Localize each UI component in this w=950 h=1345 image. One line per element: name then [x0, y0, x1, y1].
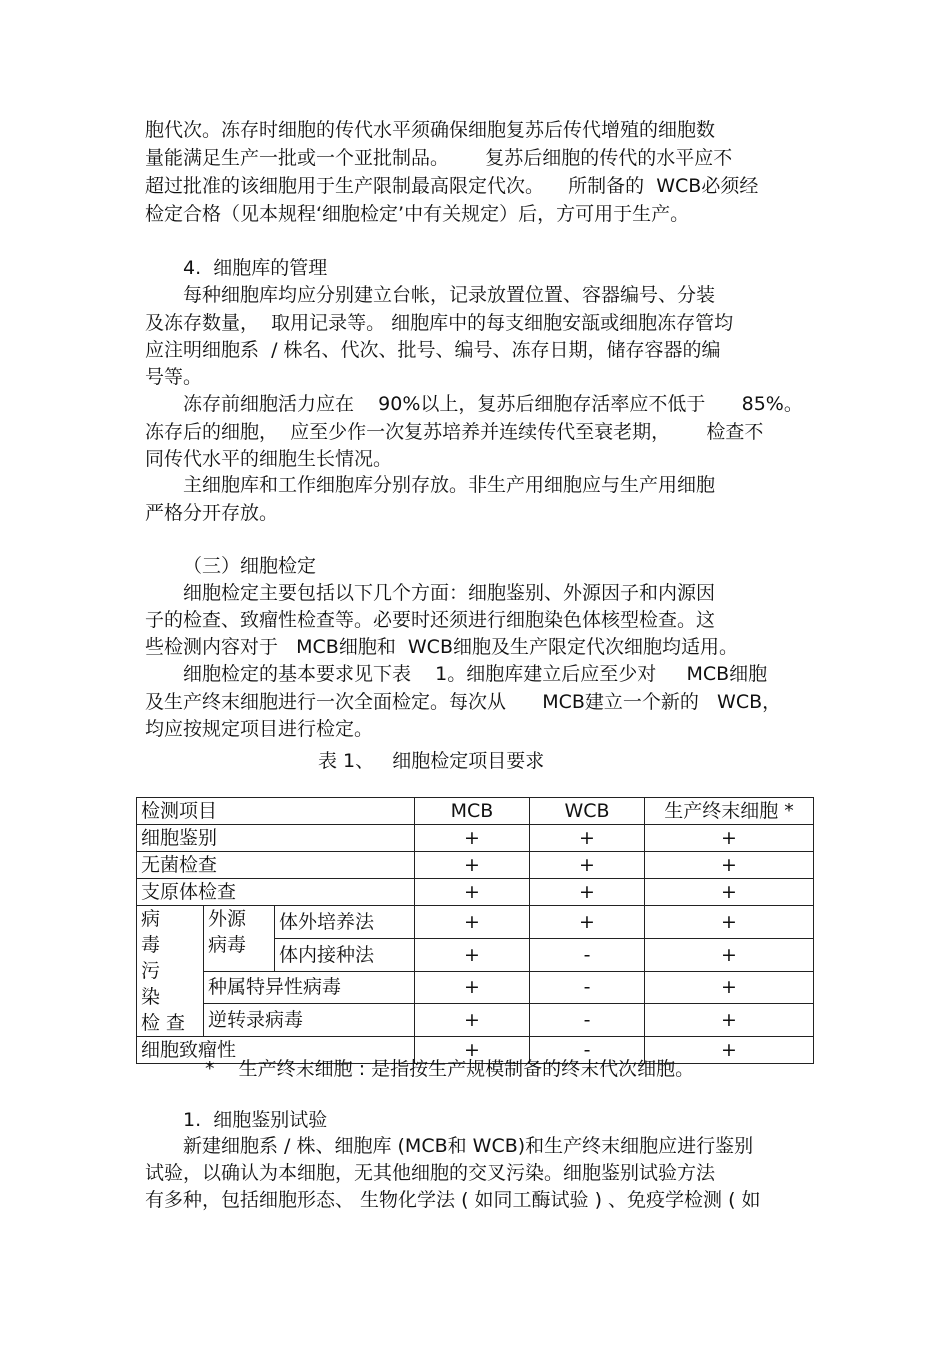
cell-value: - — [530, 1037, 645, 1064]
cell-value: - — [530, 938, 645, 971]
cell-value: + — [645, 938, 814, 971]
table-row — [137, 971, 814, 1004]
cell-value: + — [530, 879, 645, 906]
exogenous-label-line: 外源 — [208, 908, 247, 930]
table-row — [137, 906, 814, 939]
header-test-item: 检测项目 — [137, 798, 415, 825]
table-row — [137, 825, 814, 852]
paragraph-line: 及冻存数量， 取用记录等。 细胞库中的每支细胞安瓿或细胞冻存管均 — [145, 312, 734, 334]
table-row — [137, 879, 814, 906]
cell-value: + — [415, 906, 530, 939]
cell-value: + — [645, 825, 814, 852]
cell-value: + — [530, 852, 645, 879]
table-row — [137, 852, 814, 879]
section-heading: 4. 细胞库的管理 — [183, 257, 328, 279]
header-end-of-production: 生产终末细胞 * — [645, 798, 814, 825]
row-label: 种属特异性病毒 — [204, 971, 415, 1004]
paragraph-line: 每种细胞库均应分别建立台帐，记录放置位置、容器编号、分装 — [183, 284, 716, 306]
paragraph-line: 号等。 — [145, 366, 203, 388]
cell-value: + — [415, 971, 530, 1004]
row-label: 细胞致瘤性 — [137, 1037, 415, 1064]
paragraph-line: 主细胞库和工作细胞库分别存放。非生产用细胞应与生产用细胞 — [183, 474, 716, 496]
paragraph-line: 冻存前细胞活力应在 90%以上，复苏后细胞存活率应不低于 85%。 — [183, 393, 803, 415]
paragraph-line: 应注明细胞系 / 株名、代次、批号、编号、冻存日期，储存容器的编 — [145, 339, 721, 361]
paragraph-line: 试验，以确认为本细胞，无其他细胞的交叉污染。细胞鉴别试验方法 — [145, 1162, 716, 1184]
paragraph-line: 冻存后的细胞， 应至少作一次复苏培养并连续传代至衰老期， 检查不 — [145, 421, 764, 443]
cell-value: + — [645, 1004, 814, 1037]
cell-value: + — [415, 1004, 530, 1037]
cell-value: + — [645, 879, 814, 906]
cell-value: + — [415, 1037, 530, 1064]
paragraph-line: 子的检查、致瘤性检查等。必要时还须进行细胞染色体核型检查。这 — [145, 609, 716, 631]
cell-value: + — [415, 852, 530, 879]
cell-value: + — [415, 938, 530, 971]
header-wcb: WCB — [530, 798, 645, 825]
virus-label-line: 检查 — [141, 1012, 192, 1034]
row-label: 细胞鉴别 — [137, 825, 415, 852]
cell-value: - — [530, 1004, 645, 1037]
cell-value: + — [645, 971, 814, 1004]
row-label: 无菌检查 — [137, 852, 415, 879]
table-header-row — [137, 798, 814, 825]
virus-label-line: 污 染 — [141, 960, 167, 1008]
cell-value: + — [415, 825, 530, 852]
row-label: 体外培养法 — [275, 906, 415, 939]
cell-value: + — [645, 1037, 814, 1064]
paragraph-line: 量能满足生产一批或一个亚批制品。 复苏后细胞的传代的水平应不 — [145, 147, 733, 169]
paragraph-line: 检定合格（见本规程‘细胞检定’中有关规定）后，方可用于生产。 — [145, 203, 690, 225]
cell-value: + — [530, 906, 645, 939]
table-caption: 表 1、 细胞检定项目要求 — [318, 750, 545, 772]
paragraph-line: 及生产终末细胞进行一次全面检定。每次从 MCB建立一个新的 WCB， — [145, 691, 782, 713]
paragraph-line: 同传代水平的细胞生长情况。 — [145, 448, 393, 470]
table-row — [137, 1004, 814, 1037]
cell-value: - — [530, 971, 645, 1004]
paragraph-line: 细胞检定的基本要求见下表 1。细胞库建立后应至少对 MCB细胞 — [183, 663, 768, 685]
paragraph-line: 胞代次。冻存时细胞的传代水平须确保细胞复苏后传代增殖的细胞数 — [145, 119, 716, 141]
cell-test-table — [136, 797, 814, 1064]
section-heading: 1. 细胞鉴别试验 — [183, 1109, 328, 1131]
cell-value: + — [415, 879, 530, 906]
virus-contamination-label — [137, 906, 204, 1037]
paragraph-line: 超过批准的该细胞用于生产限制最高限定代次。 所制备的 WCB必须经 — [145, 175, 759, 197]
paragraph-line: 有多种，包括细胞形态、 生物化学法 ( 如同工酶试验 ) 、免疫学检测 ( 如 — [145, 1189, 761, 1211]
row-label: 体内接种法 — [275, 938, 415, 971]
cell-value: + — [530, 825, 645, 852]
header-mcb: MCB — [415, 798, 530, 825]
row-label: 逆转录病毒 — [204, 1004, 415, 1037]
paragraph-line: 严格分开存放。 — [145, 502, 279, 524]
cell-value: + — [645, 852, 814, 879]
paragraph-line: 细胞检定主要包括以下几个方面：细胞鉴别、外源因子和内源因 — [183, 582, 716, 604]
row-label: 支原体检查 — [137, 879, 415, 906]
virus-label-line: 病 毒 — [141, 908, 167, 956]
exogenous-label-line: 病毒 — [208, 934, 247, 956]
paragraph-line: 新建细胞系 / 株、细胞库 (MCB和 WCB)和生产终末细胞应进行鉴别 — [183, 1135, 754, 1157]
table-footnote: * 生产终末细胞 : 是指按生产规模制备的终末代次细胞。 — [205, 1058, 695, 1080]
paragraph-line: 些检测内容对于 MCB细胞和 WCB细胞及生产限定代次细胞均适用。 — [145, 636, 738, 658]
section-heading: （三）细胞检定 — [183, 555, 317, 577]
cell-value: + — [645, 906, 814, 939]
exogenous-virus-label — [204, 906, 275, 972]
paragraph-line: 均应按规定项目进行检定。 — [145, 718, 374, 740]
